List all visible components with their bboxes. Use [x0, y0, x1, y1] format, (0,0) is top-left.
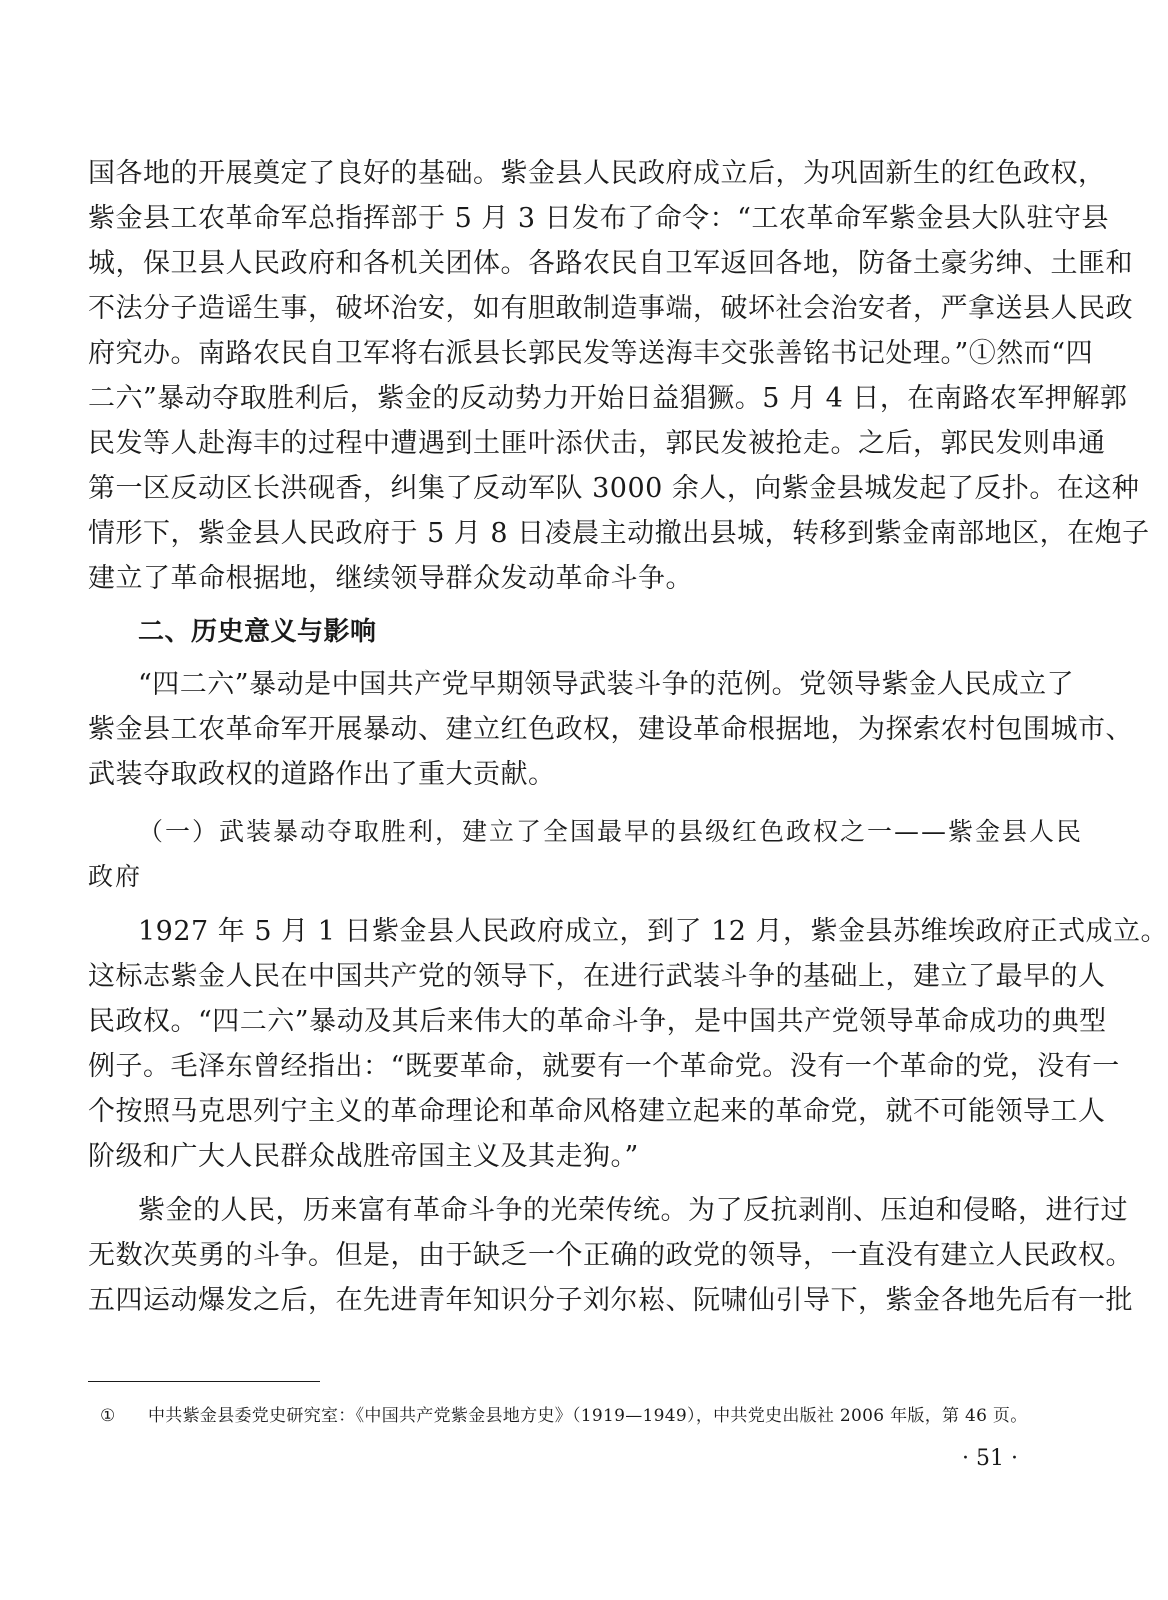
body-line: 个按照马克思列宁主义的革命理论和革命风格建立起来的革命党，就不可能领导工人	[88, 1096, 1106, 1127]
body-line: 这标志紫金人民在中国共产党的领导下，在进行武装斗争的基础上，建立了最早的人	[88, 961, 1106, 992]
body-line: 情形下，紫金县人民政府于 5 月 8 日凌晨主动撤出县城，转移到紫金南部地区，在炮子	[88, 518, 1150, 549]
body-line: 府究办。南路农民自卫军将右派县长郭民发等送海丰交张善铭书记处理。”①然而“四	[88, 338, 1094, 369]
body-line: 民发等人赴海丰的过程中遭遇到土匪叶添伏击，郭民发被抢走。之后，郭民发则串通	[88, 428, 1106, 459]
body-line: 紫金县工农革命军总指挥部于 5 月 3 日发布了命令：“工农革命军紫金县大队驻守县	[88, 203, 1109, 234]
body-line: 二六”暴动夺取胜利后，紫金的反动势力开始日益猖獗。5 月 4 日，在南路农军押解郭	[88, 383, 1128, 414]
body-line: 第一区反动区长洪砚香，纠集了反动军队 3000 余人，向紫金县城发起了反扑。在这种	[88, 473, 1140, 504]
footnote	[100, 1404, 1028, 1428]
body-line: 民政权。“四二六”暴动及其后来伟大的革命斗争，是中国共产党领导革命成功的典型	[88, 1006, 1107, 1037]
body-line: 紫金县工农革命军开展暴动、建立红色政权，建设革命根据地，为探索农村包围城市、	[88, 714, 1133, 745]
body-line: “四二六”暴动是中国共产党早期领导武装斗争的范例。党领导紫金人民成立了	[138, 669, 1075, 700]
footnote-separator	[88, 1381, 320, 1382]
body-line: 例子。毛泽东曾经指出：“既要革命，就要有一个革命党。没有一个革命的党，没有一	[88, 1051, 1120, 1082]
page-number: · 51 ·	[962, 1446, 1018, 1471]
body-line: 不法分子造谣生事，破坏治安，如有胆敢制造事端，破坏社会治安者，严拿送县人民政	[88, 293, 1133, 324]
subsection-heading: （一）武装暴动夺取胜利，建立了全国最早的县级红色政权之一——紫金县人民	[138, 817, 1084, 846]
body-line: 武装夺取政权的道路作出了重大贡献。	[88, 759, 556, 790]
body-line: 1927 年 5 月 1 日紫金县人民政府成立，到了 12 月，紫金县苏维埃政府正式成立。	[138, 916, 1168, 947]
body-line: 阶级和广大人民群众战胜帝国主义及其走狗。”	[88, 1141, 639, 1172]
body-line: 无数次英勇的斗争。但是，由于缺乏一个正确的政党的领导，一直没有建立人民政权。	[88, 1240, 1133, 1271]
body-line: 建立了革命根据地，继续领导群众发动革命斗争。	[88, 563, 693, 594]
subsection-heading-continued: 政府	[88, 862, 143, 891]
body-line: 城，保卫县人民政府和各机关团体。各路农民自卫军返回各地，防备土豪劣绅、土匪和	[88, 248, 1133, 279]
body-line: 紫金的人民，历来富有革命斗争的光荣传统。为了反抗剥削、压迫和侵略，进行过	[138, 1195, 1128, 1226]
footnote-text: 中共紫金县委党史研究室：《中国共产党紫金县地方史》（1919—1949），中共党史出版社 2006 年版，第 46 页。	[148, 1406, 1028, 1426]
body-line: 国各地的开展奠定了良好的基础。紫金县人民政府成立后，为巩固新生的红色政权，	[88, 158, 1106, 189]
section-heading: 二、历史意义与影响	[138, 617, 377, 647]
footnote-marker: ①	[100, 1406, 116, 1426]
body-line: 五四运动爆发之后，在先进青年知识分子刘尔崧、阮啸仙引导下，紫金各地先后有一批	[88, 1285, 1133, 1316]
